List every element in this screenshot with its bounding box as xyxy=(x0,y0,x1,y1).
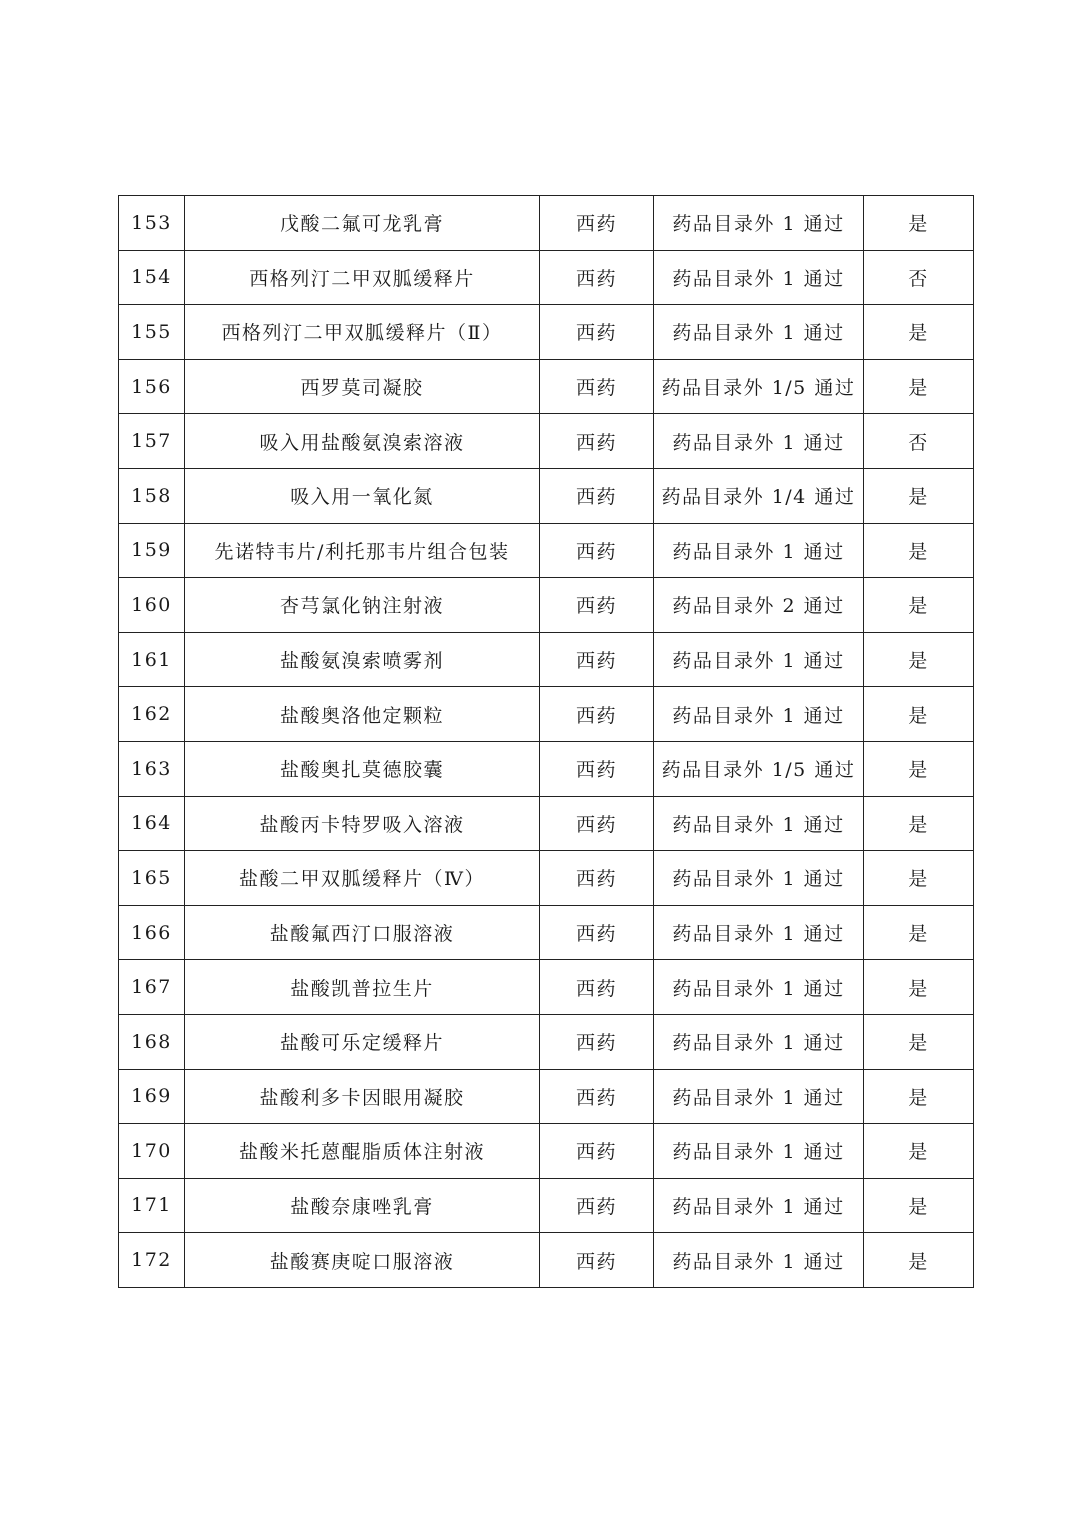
review-result: 药品目录外 1/4 通过 xyxy=(654,468,864,523)
drug-type: 西药 xyxy=(540,741,654,796)
table-row xyxy=(119,196,974,251)
review-result: 药品目录外 1 通过 xyxy=(654,851,864,906)
drug-name: 西罗莫司凝胶 xyxy=(185,359,540,414)
table-row xyxy=(119,1124,974,1179)
drug-name: 盐酸赛庚啶口服溶液 xyxy=(185,1233,540,1288)
drug-name: 盐酸凯普拉生片 xyxy=(185,960,540,1015)
yes-no-flag: 是 xyxy=(864,1069,974,1124)
review-result: 药品目录外 1 通过 xyxy=(654,1014,864,1069)
row-number: 157 xyxy=(119,414,185,469)
review-result: 药品目录外 1 通过 xyxy=(654,414,864,469)
yes-no-flag: 是 xyxy=(864,305,974,360)
table-row xyxy=(119,250,974,305)
table-body xyxy=(119,196,974,1288)
row-number: 156 xyxy=(119,359,185,414)
row-number: 162 xyxy=(119,687,185,742)
drug-name: 西格列汀二甲双胍缓释片 xyxy=(185,250,540,305)
drug-type: 西药 xyxy=(540,905,654,960)
yes-no-flag: 是 xyxy=(864,196,974,251)
yes-no-flag: 否 xyxy=(864,250,974,305)
table-row xyxy=(119,632,974,687)
table-row xyxy=(119,1014,974,1069)
drug-name: 盐酸利多卡因眼用凝胶 xyxy=(185,1069,540,1124)
row-number: 166 xyxy=(119,905,185,960)
yes-no-flag: 是 xyxy=(864,960,974,1015)
row-number: 167 xyxy=(119,960,185,1015)
drug-type: 西药 xyxy=(540,1069,654,1124)
yes-no-flag: 是 xyxy=(864,523,974,578)
row-number: 158 xyxy=(119,468,185,523)
table-row xyxy=(119,468,974,523)
drug-name: 西格列汀二甲双胍缓释片（Ⅱ） xyxy=(185,305,540,360)
review-result: 药品目录外 1 通过 xyxy=(654,905,864,960)
drug-name: 戊酸二氟可龙乳膏 xyxy=(185,196,540,251)
yes-no-flag: 是 xyxy=(864,905,974,960)
table-row xyxy=(119,578,974,633)
table-row xyxy=(119,523,974,578)
row-number: 163 xyxy=(119,741,185,796)
review-result: 药品目录外 1/5 通过 xyxy=(654,359,864,414)
drug-type: 西药 xyxy=(540,523,654,578)
drug-name: 盐酸奥扎莫德胶囊 xyxy=(185,741,540,796)
table-row xyxy=(119,414,974,469)
review-result: 药品目录外 1 通过 xyxy=(654,796,864,851)
drug-type: 西药 xyxy=(540,414,654,469)
row-number: 164 xyxy=(119,796,185,851)
table-row xyxy=(119,960,974,1015)
yes-no-flag: 是 xyxy=(864,468,974,523)
row-number: 153 xyxy=(119,196,185,251)
yes-no-flag: 是 xyxy=(864,1014,974,1069)
yes-no-flag: 是 xyxy=(864,578,974,633)
yes-no-flag: 是 xyxy=(864,1178,974,1233)
table-row xyxy=(119,687,974,742)
drug-name: 盐酸氨溴索喷雾剂 xyxy=(185,632,540,687)
drug-type: 西药 xyxy=(540,1233,654,1288)
yes-no-flag: 是 xyxy=(864,1233,974,1288)
review-result: 药品目录外 1 通过 xyxy=(654,1124,864,1179)
row-number: 170 xyxy=(119,1124,185,1179)
row-number: 172 xyxy=(119,1233,185,1288)
drug-name: 盐酸米托蒽醌脂质体注射液 xyxy=(185,1124,540,1179)
table-row xyxy=(119,851,974,906)
row-number: 160 xyxy=(119,578,185,633)
table-row xyxy=(119,1178,974,1233)
drug-type: 西药 xyxy=(540,796,654,851)
drug-type: 西药 xyxy=(540,1124,654,1179)
review-result: 药品目录外 1 通过 xyxy=(654,305,864,360)
yes-no-flag: 是 xyxy=(864,796,974,851)
row-number: 165 xyxy=(119,851,185,906)
yes-no-flag: 是 xyxy=(864,1124,974,1179)
yes-no-flag: 是 xyxy=(864,851,974,906)
yes-no-flag: 是 xyxy=(864,632,974,687)
drug-name: 盐酸奈康唑乳膏 xyxy=(185,1178,540,1233)
drug-name: 吸入用盐酸氨溴索溶液 xyxy=(185,414,540,469)
row-number: 159 xyxy=(119,523,185,578)
drug-type: 西药 xyxy=(540,687,654,742)
review-result: 药品目录外 1 通过 xyxy=(654,1233,864,1288)
drug-review-table xyxy=(118,195,974,1288)
table-row xyxy=(119,305,974,360)
row-number: 168 xyxy=(119,1014,185,1069)
review-result: 药品目录外 1 通过 xyxy=(654,1069,864,1124)
drug-name: 盐酸奥洛他定颗粒 xyxy=(185,687,540,742)
drug-type: 西药 xyxy=(540,1014,654,1069)
review-result: 药品目录外 1 通过 xyxy=(654,960,864,1015)
review-result: 药品目录外 1 通过 xyxy=(654,632,864,687)
review-result: 药品目录外 1 通过 xyxy=(654,687,864,742)
drug-type: 西药 xyxy=(540,196,654,251)
row-number: 155 xyxy=(119,305,185,360)
yes-no-flag: 否 xyxy=(864,414,974,469)
review-result: 药品目录外 1 通过 xyxy=(654,250,864,305)
drug-type: 西药 xyxy=(540,468,654,523)
drug-type: 西药 xyxy=(540,305,654,360)
yes-no-flag: 是 xyxy=(864,687,974,742)
review-result: 药品目录外 1 通过 xyxy=(654,1178,864,1233)
drug-type: 西药 xyxy=(540,359,654,414)
table-row xyxy=(119,905,974,960)
row-number: 161 xyxy=(119,632,185,687)
review-result: 药品目录外 2 通过 xyxy=(654,578,864,633)
drug-name: 盐酸可乐定缓释片 xyxy=(185,1014,540,1069)
drug-type: 西药 xyxy=(540,250,654,305)
drug-type: 西药 xyxy=(540,632,654,687)
drug-type: 西药 xyxy=(540,960,654,1015)
drug-name: 盐酸氟西汀口服溶液 xyxy=(185,905,540,960)
review-result: 药品目录外 1/5 通过 xyxy=(654,741,864,796)
row-number: 171 xyxy=(119,1178,185,1233)
drug-type: 西药 xyxy=(540,1178,654,1233)
yes-no-flag: 是 xyxy=(864,741,974,796)
review-result: 药品目录外 1 通过 xyxy=(654,523,864,578)
drug-name: 盐酸丙卡特罗吸入溶液 xyxy=(185,796,540,851)
yes-no-flag: 是 xyxy=(864,359,974,414)
drug-name: 盐酸二甲双胍缓释片（Ⅳ） xyxy=(185,851,540,906)
table-row xyxy=(119,359,974,414)
table-row xyxy=(119,1233,974,1288)
review-result: 药品目录外 1 通过 xyxy=(654,196,864,251)
row-number: 169 xyxy=(119,1069,185,1124)
table-row xyxy=(119,796,974,851)
drug-type: 西药 xyxy=(540,578,654,633)
drug-name: 杏芎氯化钠注射液 xyxy=(185,578,540,633)
table-row xyxy=(119,1069,974,1124)
row-number: 154 xyxy=(119,250,185,305)
drug-name: 先诺特韦片/利托那韦片组合包装 xyxy=(185,523,540,578)
table-row xyxy=(119,741,974,796)
drug-type: 西药 xyxy=(540,851,654,906)
drug-name: 吸入用一氧化氮 xyxy=(185,468,540,523)
